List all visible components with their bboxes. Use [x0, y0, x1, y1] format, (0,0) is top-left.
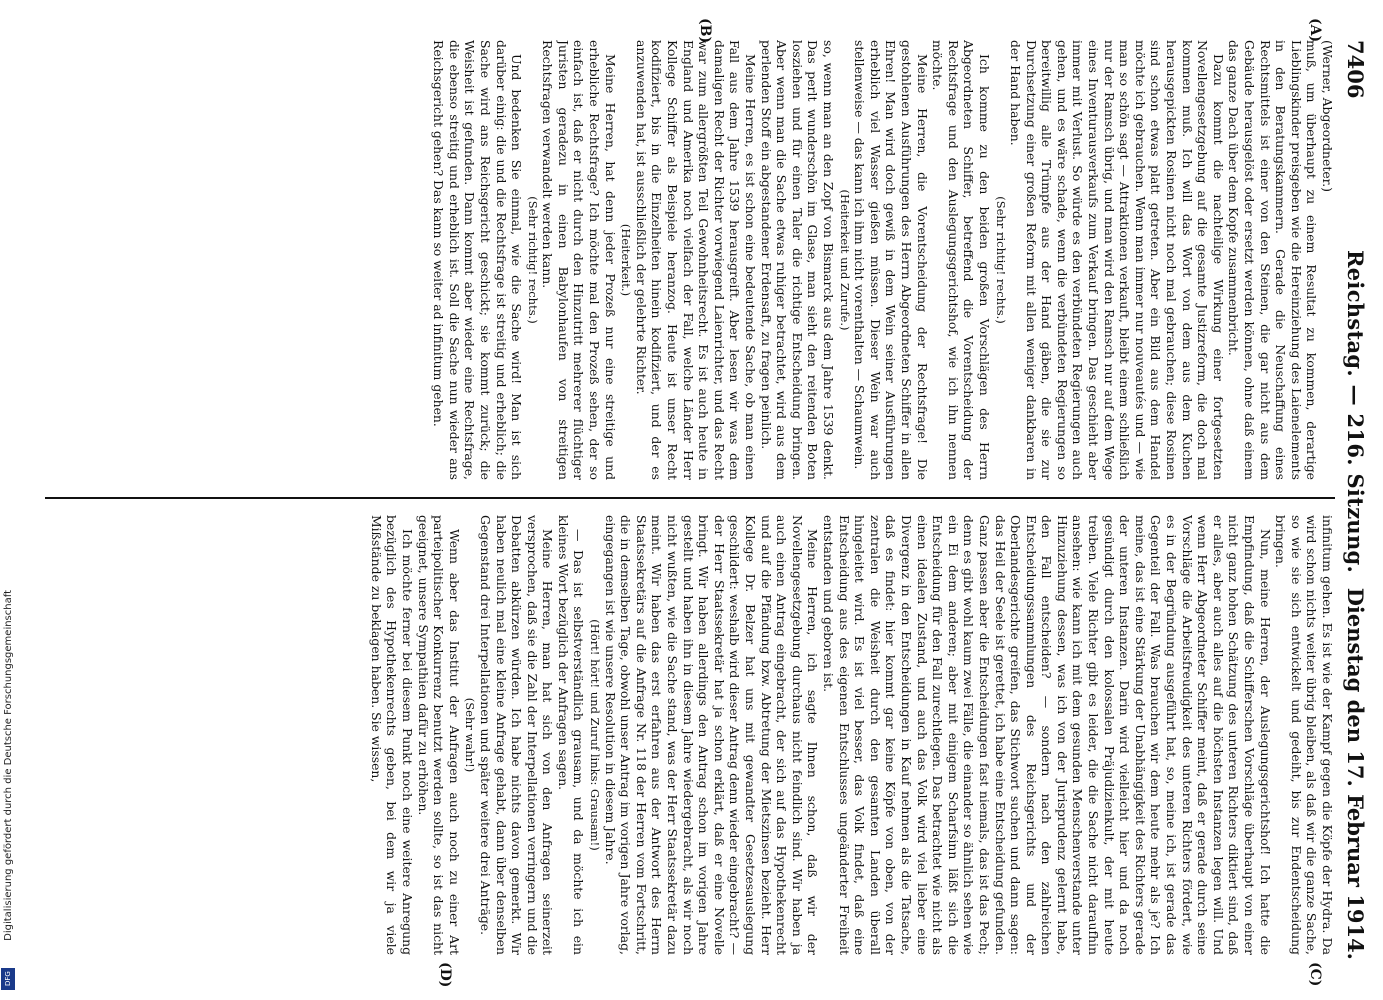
paragraph: — Das ist selbstverständlich grausam, und da möchte ich ein kleines Wort bezüglich der Anfragen sagen.: [555, 515, 587, 955]
paragraph: infinitum gehen. Es ist wie der Kampf gegen die Köpfe der Hydra. Da wird schon nichts weiter übrig bleiben, als daß wir die ganze Sache, so wie sie sich entwickelt und gedeiht, bis zur Endentscheidung bringen.: [1273, 515, 1335, 955]
page-title: Reichstag. — 216. Sitzung.: [1343, 250, 1368, 574]
paragraph: Meine Herren, es ist schon eine bedeutende Sache, ob man einen Fall aus dem Jahre 1539 herausgreift. Aber lesen wir was dem damaligen Recht der Richter vorwiegend Laienrichter, und das Recht war zum allergrößten Teil Gewohnheitsrecht. Es ist auch heute in England und Amerika noch vielfach der Fall, welche Länder Herr Kollege Schiffer als Beispiele heranzog. Heute ist unser Recht kodifiziert, bis in die Einzelheiten hinein kodifiziert, und der es anzuwenden hat, ist ausschließlich der gelehrte Richter.: [633, 40, 759, 480]
margin-letter-d: (D): [437, 962, 453, 988]
reaction: (Sehr richtig! rechts.): [525, 196, 540, 324]
reaction: (Heiterkeit.): [619, 223, 634, 297]
paragraph: Meine Herren, ich sagte Ihnen schon, daß wir der Novellengesetzgebung durchaus nicht feindlich sind. Wir haben ja auch einen Antrag eingebracht, der sich auf das Hypothekenrecht und auf die Pfändung bzw. Abtretung der Mietszinsen bezieht. Herr Kollege Dr. Belzer hat uns mit gewandter Gesetzesauslegung geschildert: weshalb wird dieser Antrag denn wieder eingebracht? — der Herr Staatssekretär hat ja schon erklärt, daß er eine Novelle bringt. Wir haben allerdings den Antrag schon im vorigen Jahre gestellt und haben ihn in diesem Jahre wiedergebracht, als wir noch nicht wußten, wie die Sache stand, was der Herr Staatssekretär dazu meint. Wir haben das erst erfahren aus der Antwort des Herrn Staatssekretärs auf die Anfrage Nr. 118 der Herren vom Fortschritt, die in demselben Tage, obwohl unser Antrag im vorigen Jahre vorlag, eingegangen ist wie unsere Resolution in diesem Jahre.: [602, 515, 821, 955]
margin-letter-c: (C): [1307, 962, 1323, 987]
paragraph: Ich komme zu den beiden großen Vorschlägen des Herrn Abgeordneten Schiffer, betreffend die Vorentscheidung der Rechtsfrage und den Auslegungsgerichtshof, wie ich ihn nennen möchte.: [930, 40, 992, 480]
paragraph: so, wenn man an den Zopf von Bismarck aus dem Jahre 1539 denkt. Das perlt wunderschön im Glase, man sieht den reitenden Boten losziehen und für einen Taler die richtige Entscheidung bringen. Aber wenn man die Sache etwas ruhiger betrachtet, wird aus dem perlenden Stoff ein abgestandener Erdensaft, zu fragen peinlich.: [758, 40, 836, 480]
dfg-logo: DFG: [1, 968, 15, 990]
reaction: (Heiterkeit und Zurufe.): [837, 189, 852, 331]
speaker-label: (Werner, Abgeordneter.): [1320, 40, 1335, 192]
paragraph: Wenn aber das Institut der Anfragen auch noch zu einer Art parteipolitischer Konkurrenz benutzt werden sollte, so ist das nicht geeignet, unsere Sympathien dafür zu erhöhen.: [415, 515, 462, 955]
reaction: (Sehr wahr!): [463, 697, 478, 773]
paragraph: Meine Herren, man hat sich von den Anfragen seinerzeit versprochen, daß sie die Zahl der Interpellationen verringern und die Debatten abkürzen würden. Ich habe nichts davon gemerkt. Wir haben neulich mal eine kleine Anfrage gehabt, dann über denselben Gegenstand drei Interpellationen und später weitere drei Anträge.: [477, 515, 556, 955]
left-column: [40, 40, 1335, 480]
margin-letter-b: (B): [697, 18, 713, 44]
reaction: (Hört! hört! und Zuruf links: Grausam!): [588, 619, 603, 851]
paragraph: Dazu kommt die nachteilige Wirkung einer fortgesetzten Novellengesetzgebung auf die gesamte Justizreform, die doch mal kommen muß. Ich will das Wort von dem aus dem Kuchen herausgepickten Rosinen nicht noch mal gebrauchen; diese Rosinen sind schon etwas platt getreten. Aber ein Bild aus dem Handel möchte ich gebrauchen. Wenn man immer nur nouveautés und — wie man so schön sagt — Attraktionen verkauft, bleibt einem schließlich nur der Ramsch übrig, und man wird den Ramsch nur auf dem Wege eines Inventurausverkaufs zum Verkauf bringen. Das geschieht aber immer mit Verlust. So würde es den verbündeten Regierungen auch gehen, und es wäre schade, wenn die verbündeten Regierungen so bereitwillig alle Trümpfe aus der Hand gäben, die sie zur Durchsetzung einer großen Reform mit allen weniger dankbaren in der Hand haben.: [1008, 40, 1226, 480]
right-column: [40, 515, 1335, 955]
paragraph: Nun, meine Herren, der Auslegungsgerichtshof! Ich hatte die Empfindung, daß die Schifferschen Vorschläge überhaupt von einer nicht ganz hohen Schätzung des unteren Richters diktiert sind, daß er alles, aber auch alles auf die höchsten Instanzen legen will. Und wenn Herr Abgeordneter Schiffer meint, daß er gerade durch seine Vorschläge die Arbeitsfreudigkeit des unteren Richters fördert, wie es in der Begründung ausgeführt hat, so, meine ich, ist gerade das Gegenteil der Fall. Was brauchen wir dem heute mehr als je? Ich meine, das ist eine Stärkung der Unabhängigkeit des Richters gerade der unteren Instanzen. Darin wird vielleicht hier und da noch gesündigt durch den kolossalen Präjudizienkult, der mit heute treiben. Viele Richter gibt es leider, die die Sache nicht daraufhin ansehen: wie kann ich mit dem gesunden Menschenverstande unter Hinzuziehung dessen, was ich von der Jurisprudenz gelernt habe, den Fall entscheiden? — sondern nach den zahlreichen Entscheidungssammlungen des Reichsgerichts und der Oberlandesgerichte greifen, das Stichwort suchen und dann sagen: das Heil der Seele ist gerettet, ich habe eine Entscheidung gefunden. Ganz passen aber die Entscheidungen fast niemals, das ist das Pech; denn es gibt wohl kaum zwei Fälle, die einander so ähnlich sehen wie ein Ei dem anderen; aber mit einigem Scharfsinn läßt sich die Entscheidung für den Fall zurechtlegen. Das betrachtet wie nicht als einen idealen Zustand, und auch das Volk wird viel lieber eine Divergenz in den Entscheidungen in Kauf nehmen als die Tatsache, daß es findet: hier kommt gar keine Köpfe von oben, von der zentralen die Weisheit durch den gesamten Landen überall hingeleitet wird. Es ist viel besser, das Volk findet, daß eine Entscheidung aus des eigenen Entschlusses ungeänderter Freiheit entstanden und geboren ist.: [821, 515, 1273, 955]
margin-letter-a: (A): [1307, 18, 1323, 43]
column-divider: [45, 497, 1335, 499]
paragraph: Und bedenken Sie einmal, wie die Sache wird! Man ist sich darüber einig: die und die Rechtsfrage ist streitig und erheblich; die Sache wird ans Reichsgericht geschickt; sie kommt zurück; die Weisheit ist gefunden. Dann kommt aber wieder eine Rechtsfrage, die ebenso streitig und erheblich ist. Soll die Sache nun wieder ans Reichsgericht gehen? Das kann so weiter ad infinitum gehen.: [431, 40, 525, 480]
paragraph: Ich möchte ferner bei diesem Punkt noch eine weitere Anregung bezüglich des Hypothekenrechts geben, bei dem wir ja viele Mißstände zu beklagen haben. Sie wissen,: [368, 515, 415, 955]
paragraph: Meine Herren, die Vorentscheidung der Rechtsfrage! Die gestohlenen Ausführungen des Herrn Abgeordneten Schiffer in allen Ehren! Man wird doch gewiß in dem Wein seiner Ausführungen erheblich viel Wasser gießen müssen. Dieser Wein war auch stellenweise — das kann ich ihm nicht vorenthalten — Schaumwein.: [852, 40, 930, 480]
paragraph: Meine Herren, hat denn jeder Prozeß nur eine streitige und erhebliche Rechtsfrage? Ich möchte mal den Prozeß sehen, der so einfach ist, daß er nicht durch den Hinzutritt mehrerer flüchtiger Juristen geradezu in einen Babylonhaufen von streitigen Rechtsfragen verwandelt werden kann.: [540, 40, 618, 480]
page-header: [1342, 40, 1368, 960]
page-number: 7406: [1343, 40, 1368, 99]
digitization-credit: Digitalisierung gefördert durch die Deutsche Forschungsgemeinschaft: [3, 590, 14, 941]
page-date: Dienstag den 17. Februar 1914.: [1343, 587, 1368, 960]
reaction: (Sehr richtig! rechts.): [993, 196, 1008, 324]
paragraph: muß, um überhaupt zu einem Resultat zu kommen, derartige Lieblingskinder preisgeben wie die Hereinziehung des Laienelements in den Beratungskammern. Gerade die Neuschaffung eines Rechtsmittels ist einer von den Steinen, die gar nicht aus dem Gebäude herausgelöst oder ersetzt werden können, ohne daß einem das ganze Dach über dem Kopfe zusammenbricht.: [1226, 40, 1320, 480]
